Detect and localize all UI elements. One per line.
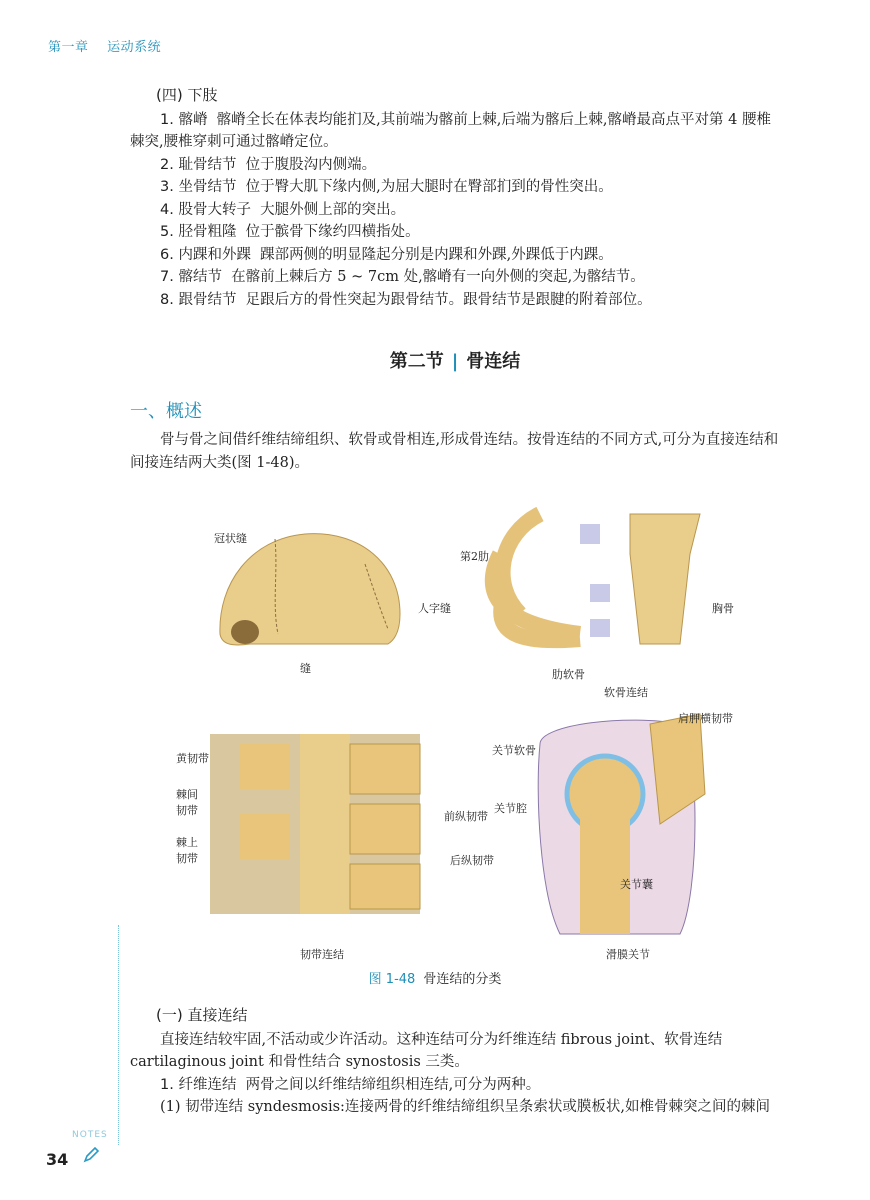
- landmark-term: 5. 胫骨粗隆: [160, 224, 237, 240]
- rib-cage-illustration: [493, 514, 700, 644]
- landmark-term: 8. 跟骨结节: [160, 291, 237, 308]
- label-ligamentum-flavum: 黄韧带: [176, 752, 209, 765]
- notes-margin-line: [118, 925, 119, 1145]
- landmark-description: 位于腹股沟内侧端。: [245, 156, 377, 173]
- landmark-item: [130, 266, 780, 289]
- label-synovial-joint: 滑膜关节: [606, 948, 650, 961]
- landmark-description: 在髂前上棘后方 5 ~ 7cm 处,髂嵴有一向外侧的突起,为髂结节。: [231, 269, 645, 285]
- fibrous-joint-text: 两骨之间以纤维结缔组织相连结,可分为两种。: [245, 1076, 541, 1093]
- label-coronal-suture: 冠状缝: [214, 532, 247, 545]
- label-rib-2: 第2肋: [460, 550, 489, 563]
- direct-joints-paragraph: 直接连结较牢固,不活动或少许活动。这种连结可分为纤维连结 fibrous joint、软骨连结 cartilaginous joint 和骨性结合 synostosis 三类。: [130, 1031, 723, 1070]
- landmark-term: 4. 股骨大转子: [160, 201, 251, 218]
- main-text: [130, 84, 780, 474]
- landmark-item: [130, 199, 780, 222]
- pencil-icon: [82, 1146, 100, 1164]
- fibrous-joint-item: [130, 1074, 780, 1097]
- landmark-description: 位于臀大肌下缘内侧,为屈大腿时在臀部扪到的骨性突出。: [245, 179, 613, 195]
- fibrous-joint-term: 1. 纤维连结: [160, 1076, 237, 1093]
- landmark-item: [130, 244, 780, 267]
- landmark-description: 髂嵴全长在体表均能扪及,其前端为髂前上棘,后端为髂后上棘,髂嵴最高点平对第 4 腰椎棘突,腰椎穿刺可通过髂嵴定位。: [130, 111, 771, 150]
- landmark-list: [130, 109, 780, 312]
- label-sternum: 胸骨: [712, 602, 734, 615]
- landmark-item: [130, 109, 780, 154]
- section-title: [130, 347, 780, 373]
- landmark-description: 大腿外侧上部的突出。: [260, 201, 406, 218]
- shoulder-joint-illustration: [538, 714, 705, 934]
- landmark-description: 踝部两侧的明显隆起分别是内踝和外踝,外踝低于内踝。: [260, 246, 613, 263]
- page-number: 34: [46, 1150, 69, 1169]
- overview-heading: 一、概述: [130, 401, 202, 422]
- landmark-item: [130, 289, 780, 312]
- bone-joint-illustration: [160, 494, 760, 964]
- direct-joints-heading: (一) 直接连结: [156, 1006, 248, 1024]
- overview-paragraph: 骨与骨之间借纤维结缔组织、软骨或骨相连,形成骨连结。按骨连结的不同方式,可分为直接连结和间接连结两大类(图 1-48)。: [130, 432, 779, 471]
- label-lambdoid-suture: 人字缝: [418, 602, 451, 615]
- landmark-term: 3. 坐骨结节: [160, 179, 237, 195]
- label-costal-cartilage: 肋软骨: [552, 668, 585, 681]
- syndesmosis-item: (1) 韧带连结 syndesmosis:连接两骨的纤维结缔组织呈条索状或膜板状,如椎骨棘突之间的棘间: [160, 1099, 771, 1115]
- skull-illustration: [220, 534, 400, 645]
- section-name: 骨连结: [466, 351, 521, 372]
- spine-illustration: [210, 734, 420, 914]
- landmark-description: 位于髌骨下缘约四横指处。: [245, 224, 420, 240]
- label-anterior-longitudinal-ligament: 前纵韧带: [444, 810, 488, 823]
- landmark-item: [130, 154, 780, 177]
- label-supraspinous-ligament: 棘上 韧带: [176, 836, 198, 865]
- landmark-description: 足跟后方的骨性突起为跟骨结节。跟骨结节是跟腱的附着部位。: [245, 291, 652, 308]
- landmark-term: 7. 髂结节: [160, 269, 222, 285]
- chapter-number: 第一章: [48, 40, 89, 55]
- running-header: [48, 36, 175, 55]
- label-suture: 缝: [300, 662, 311, 675]
- label-posterior-longitudinal-ligament: 后纵韧带: [450, 854, 494, 867]
- section-divider: |: [451, 351, 459, 372]
- landmark-item: [130, 221, 780, 244]
- landmark-term: 1. 髂嵴: [160, 111, 208, 128]
- label-interspinous-ligament: 棘间 韧带: [176, 788, 198, 817]
- landmark-term: 2. 耻骨结节: [160, 156, 237, 173]
- figure-caption: [0, 968, 870, 987]
- label-joint-cavity: 关节腔: [494, 802, 527, 815]
- figure-number: 图 1-48: [368, 972, 416, 987]
- label-acromioclavicular-ligament: 肩胛横韧带: [678, 712, 733, 725]
- label-articular-cartilage: 关节软骨: [492, 744, 536, 757]
- direct-joints-section: [130, 1004, 780, 1119]
- landmark-item: [130, 176, 780, 199]
- landmark-term: 6. 内踝和外踝: [160, 246, 251, 263]
- section-number: 第二节: [389, 351, 444, 372]
- label-cartilaginous-joint: 软骨连结: [604, 686, 648, 699]
- label-joint-capsule: 关节囊: [620, 878, 653, 891]
- figure-title: 骨连结的分类: [423, 972, 502, 987]
- subheading-lower-limb: (四) 下肢: [156, 86, 218, 104]
- figure-1-48: [160, 494, 760, 974]
- notes-label: NOTES: [72, 1130, 108, 1140]
- label-ligament-joint: 韧带连结: [300, 948, 344, 961]
- chapter-title: 运动系统: [107, 40, 162, 55]
